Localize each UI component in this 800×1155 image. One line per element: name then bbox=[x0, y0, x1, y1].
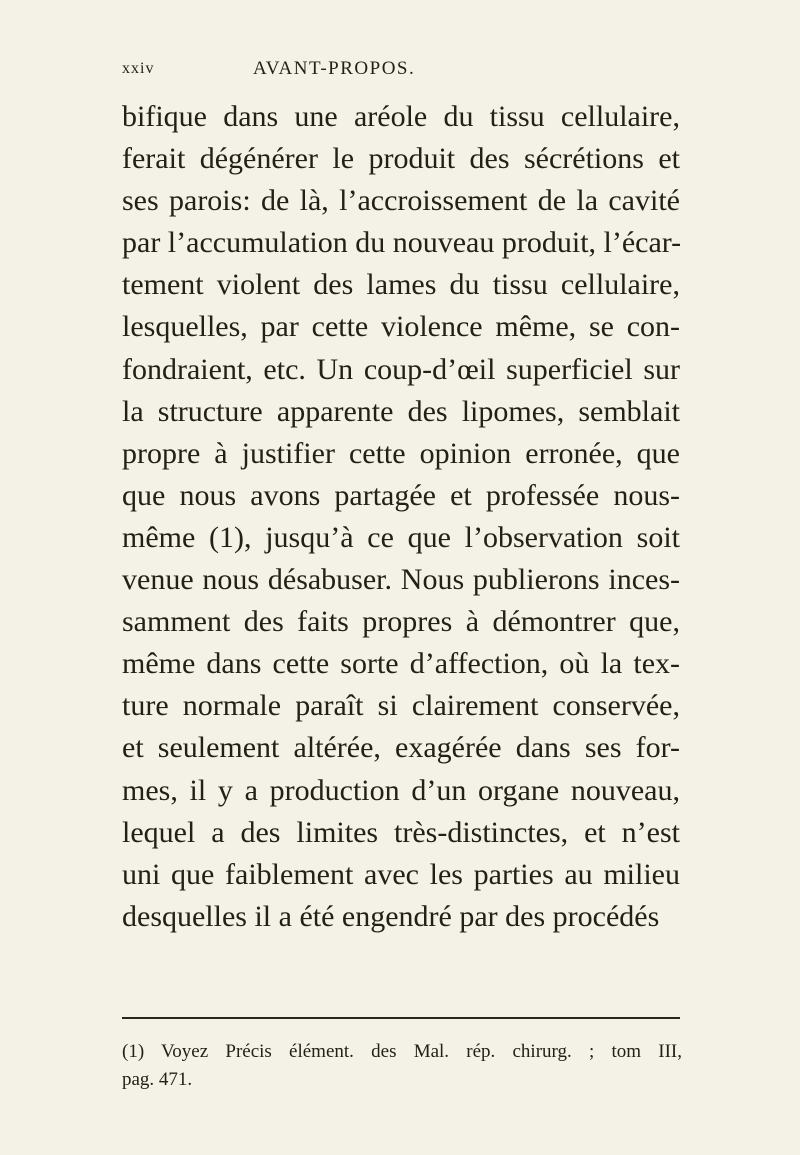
text-line: même dans cette sorte d’affection, où la tex- bbox=[122, 647, 680, 681]
text-line: et seulement altérée, exagérée dans ses for- bbox=[122, 731, 680, 765]
running-title: AVANT-PROPOS. bbox=[253, 58, 416, 79]
text-line: la structure apparente des lipomes, semblait bbox=[122, 394, 680, 428]
text-line: mes, il y a production d’un organe nouveau, bbox=[122, 773, 680, 807]
text-line: uni que faiblement avec les parties au milieu bbox=[122, 857, 680, 891]
footnote-divider bbox=[122, 1017, 680, 1019]
text-line: propre à justifier cette opinion erronée, que bbox=[122, 436, 680, 470]
footnote bbox=[122, 1038, 682, 1094]
text-line: tement violent des lames du tissu cellulaire, bbox=[122, 268, 680, 302]
text-line: par l’accumulation du nouveau produit, l’écar- bbox=[122, 226, 682, 260]
page-number: xxiv bbox=[122, 60, 155, 77]
text-line: bifique dans une aréole du tissu cellulaire, bbox=[122, 100, 680, 133]
text-line: samment des faits propres à démontrer que, bbox=[122, 605, 680, 639]
text-line: lesquelles, par cette violence même, se con- bbox=[122, 310, 680, 344]
footnote-line: (1) Voyez Précis élément. des Mal. rép. chirurg. ; tom III, bbox=[122, 1041, 682, 1062]
text-line: même (1), jusqu’à ce que l’observation soit bbox=[122, 520, 680, 554]
running-head bbox=[0, 58, 800, 82]
body-text bbox=[122, 96, 680, 938]
text-line: que nous avons partagée et professée nous- bbox=[122, 478, 680, 512]
text-line: ses parois: de là, l’accroissement de la cavité bbox=[122, 184, 680, 218]
text-line: lequel a des limites très-distinctes, et n’est bbox=[122, 815, 680, 849]
text-line: ture normale paraît si clairement conservée, bbox=[122, 689, 680, 723]
text-line: venue nous désabuser. Nous publierons inces- bbox=[122, 563, 680, 597]
footnote-line: pag. 471. bbox=[122, 1069, 193, 1090]
text-line: desquelles il a été engendré par des procédés bbox=[122, 899, 660, 933]
text-line: fondraient, etc. Un coup-d’œil superficiel sur bbox=[122, 352, 680, 386]
text-line: ferait dégénérer le produit des sécrétions et bbox=[122, 142, 680, 176]
